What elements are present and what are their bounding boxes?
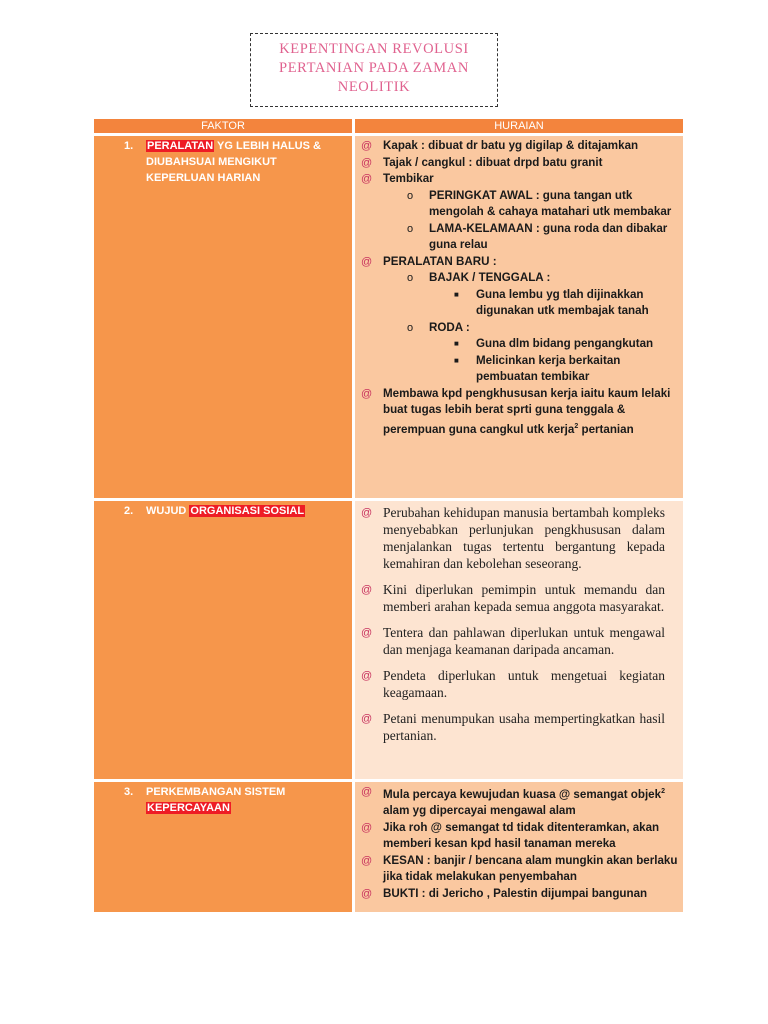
factor-rest: YG LEBIH HALUS & DIUBAHSUAI MENGIKUT KEPERLUAN HARIAN <box>146 140 321 184</box>
square-bullet-icon: ■ <box>454 355 459 365</box>
list-item <box>361 504 665 572</box>
description-list <box>355 501 683 757</box>
list-item <box>361 155 679 172</box>
list-item <box>361 171 679 254</box>
circle-bullet-icon: o <box>407 321 414 334</box>
item-text: Tentera dan pahlawan diperlukan untuk mengawal dan menjaga keamanan daripada ancaman. <box>383 625 665 657</box>
table-header-row <box>94 119 683 133</box>
item-text: KESAN : banjir / bencana alam mungkin akan berlaku jika tidak melakukan penyembahan <box>383 853 678 884</box>
bullet-icon: @ <box>361 627 373 639</box>
title-line-3: NEOLITIK <box>337 79 411 95</box>
item-text: Kini diperlukan pemimpin untuk memandu dan memberi arahan kepada semua anggota masyarakat. <box>383 582 665 614</box>
table-row <box>94 136 683 498</box>
description-cell <box>355 782 683 912</box>
description-cell <box>355 136 683 498</box>
sub-sub-item <box>454 287 679 320</box>
table-row <box>94 501 683 779</box>
circle-bullet-icon: o <box>407 272 414 284</box>
item-text: pertanian <box>578 422 634 436</box>
square-bullet-icon: ■ <box>454 289 459 299</box>
title-line-2: PERTANIAN PADA ZAMAN <box>279 60 469 76</box>
list-item <box>361 853 679 886</box>
description-cell <box>355 501 683 779</box>
item-text: Membawa kpd pengkhususan kerja iaitu kaum lelaki buat tugas lebih berat sprti guna tenggala & perempuan guna cangkul utk kerja <box>383 386 671 436</box>
bullet-icon: @ <box>361 713 373 725</box>
header-huraian: HURAIAN <box>355 119 683 133</box>
list-item <box>361 254 679 386</box>
item-text: Mula percaya kewujudan kuasa @ semangat objek <box>383 787 662 801</box>
item-text: Tajak / cangkul : dibuat drpd batu granit <box>383 155 603 169</box>
item-text: Pendeta diperlukan untuk mengetuai kegiatan keagamaan. <box>383 668 665 700</box>
factor-cell <box>94 782 352 912</box>
bullet-icon: @ <box>361 786 373 798</box>
list-item <box>361 581 665 615</box>
list-item <box>361 624 665 658</box>
sub-sub-list <box>429 336 679 386</box>
bullet-icon: @ <box>361 670 373 682</box>
item-text: alam yg dipercayai mengawal alam <box>383 804 576 818</box>
bullet-icon: @ <box>361 255 373 268</box>
sub-item <box>407 188 679 221</box>
header-faktor: FAKTOR <box>94 119 352 133</box>
superscript: 2 <box>661 788 665 795</box>
sub-item <box>407 270 679 320</box>
item-text: Perubahan kehidupan manusia bertambah kompleks menyebabkan perlunjukan pengkhususan dalam menjalankan tugas tertentu bergantung kepada kemahiran dan kebolehan seseorang. <box>383 505 665 571</box>
bullet-icon: @ <box>361 584 373 596</box>
row-number: 1. <box>124 140 134 152</box>
document-title <box>250 33 498 107</box>
item-text: Petani menumpukan usaha mempertingkatkan hasil pertanian. <box>383 711 665 743</box>
title-line-1: KEPENTINGAN REVOLUSI <box>279 41 469 57</box>
sub-item <box>407 320 679 386</box>
sub-list <box>383 188 679 254</box>
circle-bullet-icon: o <box>407 222 414 235</box>
factor-highlight: KEPERCAYAAN <box>147 802 230 814</box>
item-text: Melicinkan kerja berkaitan pembuatan tembikar <box>476 353 621 383</box>
circle-bullet-icon: o <box>407 189 414 202</box>
list-item <box>361 667 665 701</box>
item-text: Guna lembu yg tlah dijinakkan digunakan utk membajak tanah <box>476 287 649 317</box>
sub-item <box>407 221 679 254</box>
description-list <box>355 782 683 906</box>
square-bullet-icon: ■ <box>454 339 459 348</box>
bullet-icon: @ <box>361 507 373 519</box>
sub-sub-item <box>454 336 679 353</box>
bullet-icon: @ <box>361 173 373 185</box>
sub-list <box>383 270 679 386</box>
item-text: LAMA-KELAMAAN : guna roda dan dibakar guna relau <box>429 221 668 251</box>
sub-sub-item <box>454 353 679 386</box>
factor-prefix: PERKEMBANGAN SISTEM <box>146 786 286 798</box>
item-text: Tembikar <box>383 172 434 185</box>
item-text: RODA : <box>429 320 470 334</box>
row-number: 3. <box>124 786 134 798</box>
item-text: Guna dlm bidang pengangkutan <box>476 337 654 350</box>
item-text: PERINGKAT AWAL : guna tangan utk mengolah & cahaya matahari utk membakar <box>429 188 672 218</box>
list-item <box>361 820 679 853</box>
item-text: BUKTI : di Jericho , Palestin dijumpai bangunan <box>383 886 648 900</box>
list-item <box>361 138 679 155</box>
list-item <box>361 784 679 820</box>
item-text: Kapak : dibuat dr batu yg digilap & ditajamkan <box>383 139 639 152</box>
factor-highlight: ORGANISASI SOSIAL <box>190 505 305 517</box>
description-list <box>355 136 683 442</box>
factor-cell <box>94 136 352 498</box>
list-item <box>361 710 665 744</box>
list-item <box>361 386 679 438</box>
list-item <box>361 886 679 903</box>
factor-cell <box>94 501 352 779</box>
factor-text <box>146 503 305 519</box>
row-number: 2. <box>124 505 134 517</box>
bullet-icon: @ <box>361 140 373 152</box>
bullet-icon: @ <box>361 156 373 169</box>
bullet-icon: @ <box>361 821 373 834</box>
bullet-icon: @ <box>361 387 373 400</box>
factor-text <box>146 138 348 186</box>
table-row <box>94 782 683 912</box>
factor-table <box>91 116 686 915</box>
item-text: BAJAK / TENGGALA : <box>429 271 551 284</box>
bullet-icon: @ <box>361 854 373 867</box>
sub-sub-list <box>429 287 679 320</box>
bullet-icon: @ <box>361 887 373 900</box>
factor-highlight: PERALATAN <box>147 140 214 152</box>
item-text: Jika roh @ semangat td tidak ditenteramkan, akan memberi kesan kpd hasil tanaman mereka <box>383 820 660 851</box>
factor-text <box>146 784 285 816</box>
superscript: 2 <box>574 422 579 430</box>
factor-prefix: WUJUD <box>146 505 190 517</box>
item-text: PERALATAN BARU : <box>383 254 497 268</box>
